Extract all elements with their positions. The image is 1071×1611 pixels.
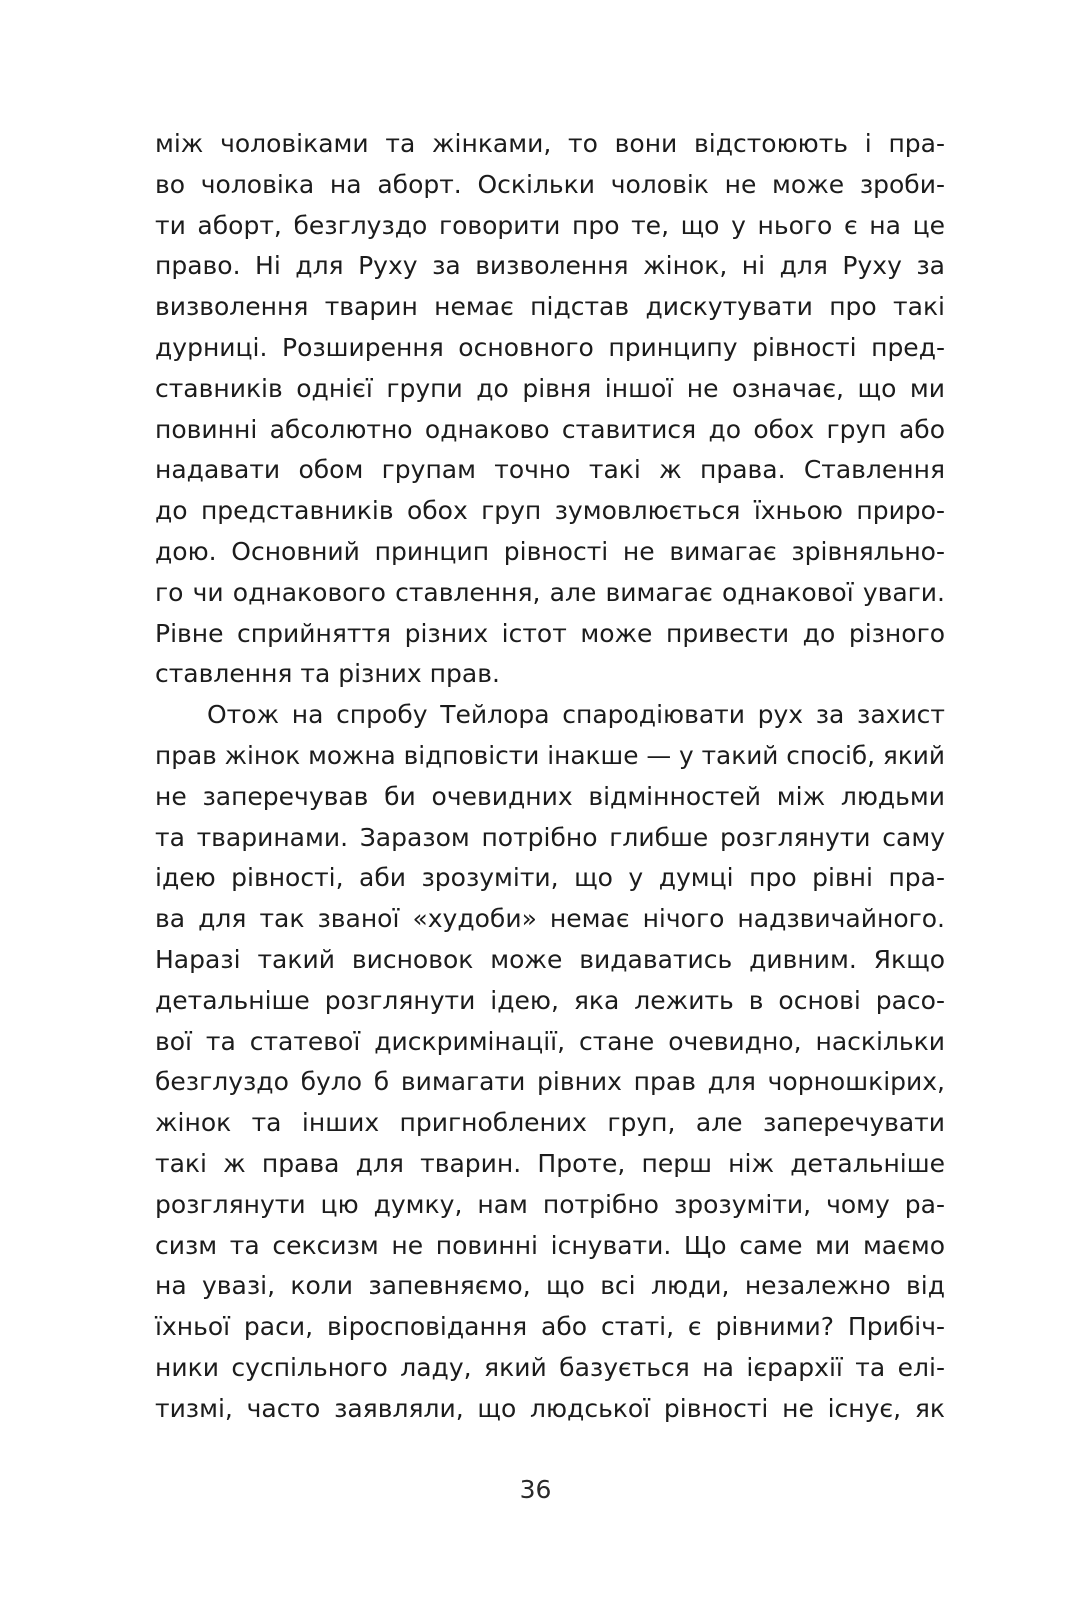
text-line: та тваринами. Заразом потрібно глибше розглянути саму [155, 822, 945, 852]
text-line: Рівне сприйняття різних істот може привести до різного [155, 618, 945, 648]
page-number: 36 [519, 1475, 552, 1504]
paragraph [155, 695, 945, 1429]
text-line: між чоловіками та жінками, то вони відстоюють і пра- [155, 129, 945, 158]
text-line: їхньої раси, віросповідання або статі, є рівними? Прибіч- [155, 1312, 945, 1342]
text-line: дою. Основний принцип рівності не вимагає зрівняльно- [155, 536, 945, 566]
text-line: тизмі, часто заявляли, що людської рівності не існує, як [155, 1393, 945, 1423]
text-line: ники суспільного ладу, який базується на ієрархії та елі- [155, 1352, 945, 1382]
text-line: Отож на спробу Тейлора спародіювати рух за захист [207, 700, 945, 730]
text-line: жінок та інших пригноблених груп, але заперечувати [155, 1108, 945, 1138]
text-line: детальніше розглянути ідею, яка лежить в основі расо- [155, 985, 945, 1015]
text-line: право. Ні для Руху за визволення жінок, ні для Руху за [155, 251, 945, 281]
text-line: прав жінок можна відповісти інакше — у такий спосіб, який [155, 740, 946, 770]
text-line: го чи однакового ставлення, але вимагає однакової уваги. [155, 577, 945, 607]
text-line: такі ж права для тварин. Проте, перш ніж детальніше [155, 1148, 945, 1178]
text-line: надавати обом групам точно такі ж права. Ставлення [155, 455, 945, 485]
text-line: не заперечував би очевидних відмінностей між людьми [155, 781, 945, 811]
text-line: во чоловіка на аборт. Оскільки чоловік не може зроби- [155, 169, 945, 199]
text-line: повинні абсолютно однаково ставитися до обох груп або [155, 414, 945, 444]
text-line: ставників однієї групи до рівня іншої не означає, що ми [155, 373, 945, 403]
text-line: вої та статевої дискримінації, стане очевидно, наскільки [155, 1026, 945, 1056]
text-line: до представників обох груп зумовлюється їхньою приро- [155, 496, 945, 526]
text-line: на увазі, коли запевняємо, що всі люди, незалежно від [155, 1271, 945, 1301]
text-line: дурниці. Розширення основного принципу рівності пред- [155, 332, 945, 362]
text-line: ва для так званої «худоби» немає нічого надзвичайного. [155, 904, 945, 934]
text-line: визволення тварин немає підстав дискутувати про такі [155, 292, 945, 322]
body-text [155, 124, 945, 1430]
text-line: Наразі такий висновок може видаватись дивним. Якщо [155, 944, 945, 974]
text-line: сизм та сексизм не повинні існувати. Що саме ми маємо [155, 1230, 945, 1260]
text-line: ставлення та різних прав. [155, 659, 500, 689]
text-line: ідею рівності, аби зрозуміти, що у думці про рівні пра- [155, 863, 945, 893]
text-line: безглуздо було б вимагати рівних прав для чорношкірих, [155, 1067, 945, 1097]
text-line: розглянути цю думку, нам потрібно зрозуміти, чому ра- [155, 1189, 945, 1219]
paragraph [155, 124, 945, 695]
text-line: ти аборт, безглуздо говорити про те, що у нього є на це [155, 210, 945, 240]
